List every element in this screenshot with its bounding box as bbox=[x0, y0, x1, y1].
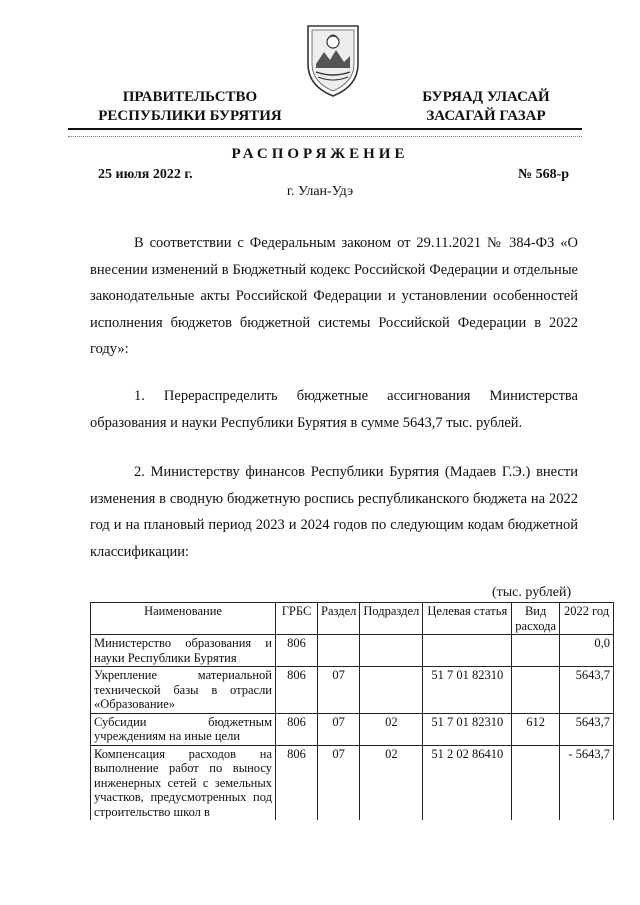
table-row bbox=[91, 713, 614, 745]
cell-celevaya: 51 2 02 86410 bbox=[423, 745, 512, 820]
cell-celevaya bbox=[423, 635, 512, 667]
table-row bbox=[91, 667, 614, 714]
header-podrazdel: Подраздел bbox=[360, 603, 423, 635]
cell-grbs: 806 bbox=[276, 667, 318, 714]
cell-grbs: 806 bbox=[276, 713, 318, 745]
org-ru-line2: РЕСПУБЛИКИ БУРЯТИЯ bbox=[98, 108, 282, 124]
cell-podrazdel: 02 bbox=[360, 745, 423, 820]
table-units: (тыс. рублей) bbox=[492, 585, 572, 600]
cell-name: Министерство образования и науки Республики Бурятия bbox=[91, 635, 276, 667]
cell-razdel: 07 bbox=[318, 745, 360, 820]
cell-podrazdel: 02 bbox=[360, 713, 423, 745]
header-vid: Вид расхода bbox=[512, 603, 560, 635]
table-row bbox=[91, 635, 614, 667]
cell-razdel bbox=[318, 635, 360, 667]
cell-sum: - 5643,7 bbox=[560, 745, 614, 820]
cell-sum: 5643,7 bbox=[560, 667, 614, 714]
cell-razdel: 07 bbox=[318, 713, 360, 745]
cell-vid: 612 bbox=[512, 713, 560, 745]
org-bua-line1: БУРЯАД УЛАСАЙ bbox=[422, 89, 550, 105]
org-ru-line1: ПРАВИТЕЛЬСТВО bbox=[122, 89, 258, 105]
document-type: РАСПОРЯЖЕНИЕ bbox=[231, 146, 409, 162]
cell-grbs: 806 bbox=[276, 635, 318, 667]
cell-vid bbox=[512, 635, 560, 667]
header-celevaya: Целевая статья bbox=[423, 603, 512, 635]
cell-podrazdel bbox=[360, 635, 423, 667]
cell-celevaya: 51 7 01 82310 bbox=[423, 667, 512, 714]
header-name: Наименование bbox=[91, 603, 276, 635]
paragraph-item-1: 1. Перераспределить бюджетные ассигнования Министерства образования и науки Республики Бурятия в сумме 5643,7 тыс. рублей. bbox=[90, 388, 578, 431]
cell-name: Компенсация расходов на выполнение работ по выносу инженерных сетей с земельных участков, предусмотренных под строительство школ в bbox=[91, 745, 276, 820]
document-number: № 568-р bbox=[518, 167, 570, 182]
paragraph-item-2: 2. Министерству финансов Республики Бурятия (Мадаев Г.Э.) внести изменения в сводную бюджетную роспись республиканского бюджета на 2022 год и на плановый период 2023 и 2024 годов по следующим кодам бюджетной классификации: bbox=[90, 464, 578, 560]
document-city: г. Улан-Удэ bbox=[286, 184, 354, 199]
cell-name: Субсидии бюджетным учреждениям на иные цели bbox=[91, 713, 276, 745]
document-date: 25 июля 2022 г. bbox=[98, 167, 193, 182]
table-row bbox=[91, 745, 614, 820]
header-razdel: Раздел bbox=[318, 603, 360, 635]
paragraph-preamble: В соответствии с Федеральным законом от 29.11.2021 № 384-ФЗ «О внесении изменений в Бюджетный кодекс Российской Федерации и отдельные законодательные акты Российской Федерации и установлении особенностей исполнения бюджетов бюджетной системы Российской Федерации в 2022 году»: bbox=[90, 235, 578, 358]
header-year: 2022 год bbox=[560, 603, 614, 635]
coat-of-arms-icon bbox=[302, 20, 364, 100]
budget-classification-table bbox=[90, 602, 614, 820]
cell-name: Укрепление материальной технической базы в отрасли «Образование» bbox=[91, 667, 276, 714]
cell-celevaya: 51 7 01 82310 bbox=[423, 713, 512, 745]
org-bua-line2: ЗАСАГАЙ ГАЗАР bbox=[426, 108, 546, 124]
org-name-buryat bbox=[402, 88, 570, 126]
cell-vid bbox=[512, 667, 560, 714]
header-rule bbox=[68, 128, 582, 130]
cell-podrazdel bbox=[360, 667, 423, 714]
cell-razdel: 07 bbox=[318, 667, 360, 714]
cell-sum: 5643,7 bbox=[560, 713, 614, 745]
cell-grbs: 806 bbox=[276, 745, 318, 820]
org-name-russian bbox=[92, 88, 288, 126]
header-dotted-rule bbox=[68, 136, 582, 137]
cell-sum: 0,0 bbox=[560, 635, 614, 667]
table-header-row bbox=[91, 603, 614, 635]
header-grbs: ГРБС bbox=[276, 603, 318, 635]
cell-vid bbox=[512, 745, 560, 820]
